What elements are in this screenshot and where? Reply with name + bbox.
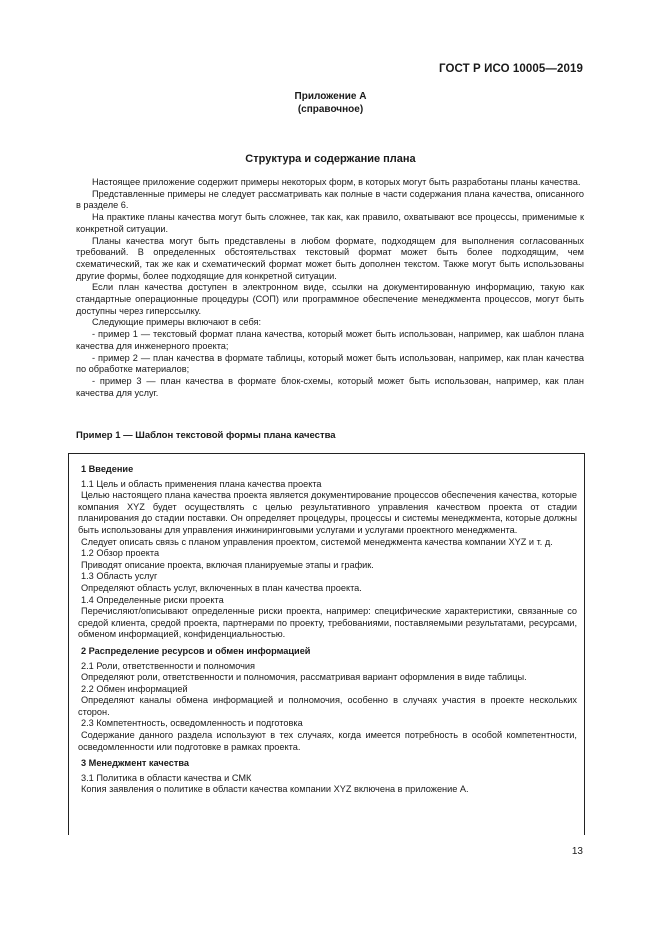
- subsection-text: Содержание данного раздела используют в тех случаях, когда имеется потребность в особой компетентности, осведомленности или подготовке в рамках проекта.: [78, 730, 577, 752]
- subsection-1-4: 1.4 Определенные риски проекта: [81, 594, 224, 605]
- section1-title: 1 Введение: [81, 464, 134, 474]
- body-text: [76, 177, 584, 399]
- subsection-text: Копия заявления о политике в области качества компании XYZ включена в приложение А.: [81, 784, 469, 795]
- template-content: [69, 454, 584, 796]
- main-title: Структура и содержание плана: [245, 153, 416, 165]
- subsection-2-1: 2.1 Роли, ответственности и полномочия: [81, 660, 256, 671]
- subsection-text: Определяют область услуг, включенных в план качества проекта.: [81, 582, 362, 593]
- section2-title: 2 Распределение ресурсов и обмен информацией: [81, 645, 311, 656]
- subsection-1-1: 1.1 Цель и область применения плана качества проекта: [81, 478, 322, 489]
- template-box: [68, 453, 585, 835]
- body-paragraph: Планы качества могут быть представлены в любом формате, подходящем для выполнения согласованных требований. В определенных обстоятельствах текстовый формат может быть более подходящим, чем схематический, так же как и схематический формат может быть дополнен текстом. Также могут быть использованы другие формы, более подходящие для конкретной ситуации.: [76, 235, 584, 281]
- body-paragraph: Представленные примеры не следует рассматривать как полные в части содержания плана качества, описанного в разделе 6.: [76, 188, 584, 211]
- appendix-title: Приложение А: [294, 91, 367, 102]
- subsection-text: Целью настоящего плана качества проекта является документирование процессов обеспечения качества, которые компания XYZ будет осуществлять с целью результативного управления качеством проекта от стадии планирования до стадии поставки. Он определяет процедуры, процессы и системы менеджмента, которые должны быть использованы для управления инжиниринговыми услугами и услугами проектного менеджмента.: [78, 490, 577, 535]
- subsection-text: Перечисляют/описывают определенные риски проекта, например: специфические характеристики, связанные со средой клиента, средой проекта, партнерами по проекту, требованиями, поставляемыми результатами, ресурсами, обменом информацией, конфиденциальностью.: [78, 606, 577, 640]
- appendix-subtitle: (справочное): [297, 104, 364, 115]
- subsection-text: Следует описать связь с планом управления проектом, системой менеджмента качества компании XYZ и т. д.: [81, 536, 553, 547]
- subsection-2-2: 2.2 Обмен информацией: [81, 683, 188, 694]
- standard-id-header: ГОСТ Р ИСО 10005—2019: [438, 63, 583, 75]
- example1-heading: Пример 1 — Шаблон текстовой формы плана качества: [76, 430, 336, 441]
- body-paragraph: Следующие примеры включают в себя:: [92, 317, 262, 328]
- subsection-text: Определяют роли, ответственности и полномочия, рассматривая вариант оформления в виде таблицы.: [81, 672, 527, 683]
- subsection-text: Определяют каналы обмена информацией и полномочия, особенно в случаях участия в проекте нескольких сторон.: [78, 695, 577, 717]
- list-item: - пример 1 — текстовый формат плана качества, который может быть использован, например, как шаблон плана качества для инженерного проекта;: [76, 329, 584, 351]
- section3-title: 3 Менеджмент качества: [81, 758, 189, 769]
- body-paragraph: На практике планы качества могут быть сложнее, так как, как правило, охватывают все процессы, применимые к конкретной ситуации.: [76, 212, 584, 234]
- body-paragraph: Настоящее приложение содержит примеры некоторых форм, в которых могут быть разработаны планы качества.: [92, 177, 581, 187]
- page-number: 13: [571, 846, 583, 857]
- subsection-text: Приводят описание проекта, включая планируемые этапы и график.: [81, 559, 374, 570]
- subsection-2-3: 2.3 Компетентность, осведомленность и подготовка: [81, 718, 303, 729]
- subsection-1-3: 1.3 Область услуг: [81, 571, 158, 582]
- list-item: - пример 3 — план качества в формате блок-схемы, который может быть использован, например, как план качества для услуг.: [76, 375, 584, 398]
- subsection-3-1: 3.1 Политика в области качества и СМК: [81, 772, 252, 783]
- body-paragraph: Если план качества доступен в электронном виде, ссылки на документированную информацию, такую как стандартные операционные процедуры (СОП) или программное обеспечение менеджмента процессов, могут быть доступны через гиперссылку.: [76, 282, 584, 316]
- subsection-1-2: 1.2 Обзор проекта: [81, 548, 160, 559]
- list-item: - пример 2 — план качества в формате таблицы, который может быть использован, например, как план качества по обработке материалов;: [76, 352, 584, 375]
- appendix-heading: [0, 90, 661, 116]
